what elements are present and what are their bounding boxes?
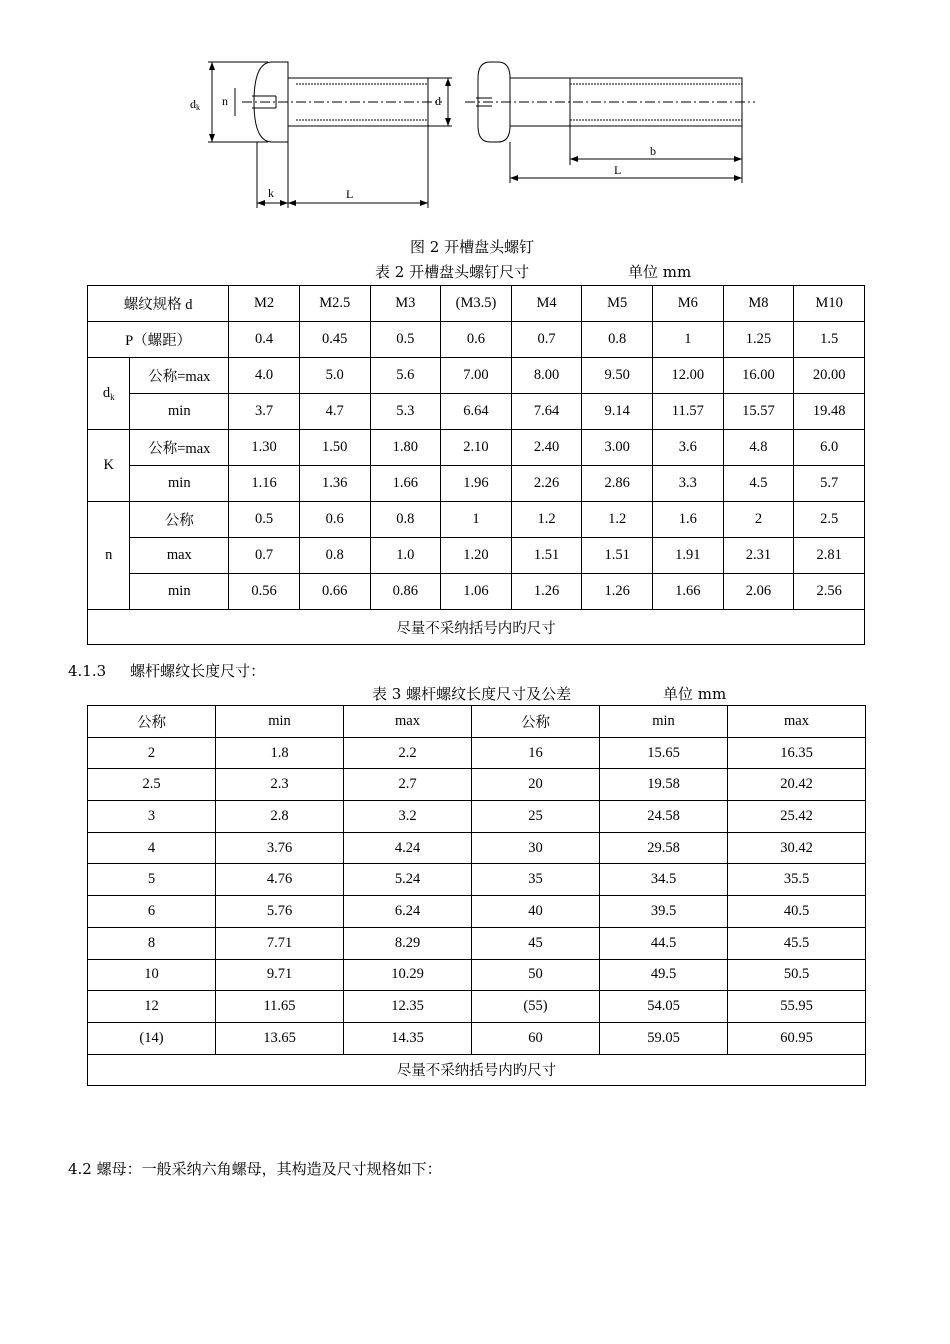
table-cell: 60.95 [728, 1022, 866, 1054]
column-header: min [600, 706, 728, 738]
table-cell: 4.24 [344, 832, 472, 864]
thread-length-table [87, 705, 866, 1086]
table-cell: 2.5 [794, 502, 865, 538]
group-label-k: K [88, 430, 130, 502]
table3-unit: 单位 mm [663, 685, 727, 703]
table-cell: 4.76 [216, 864, 344, 896]
table-cell: 1.2 [582, 502, 653, 538]
table-cell: 12.35 [344, 991, 472, 1023]
table-cell: 34.5 [600, 864, 728, 896]
table-cell: 20 [472, 769, 600, 801]
table-row [88, 991, 866, 1023]
l-label-right: L [614, 163, 622, 177]
table-cell: 15.57 [723, 394, 794, 430]
table-cell: 2 [723, 502, 794, 538]
row-label: max [130, 538, 229, 574]
b-label: b [650, 144, 656, 158]
column-header: M2.5 [299, 286, 370, 322]
table-row [88, 737, 866, 769]
table-cell: 0.5 [370, 322, 441, 358]
table-cell: 59.05 [600, 1022, 728, 1054]
table-cell: 35.5 [728, 864, 866, 896]
table-cell: 10 [88, 959, 216, 991]
table-cell: 2.31 [723, 538, 794, 574]
table-cell: 5.7 [794, 466, 865, 502]
table-cell: 40.5 [728, 896, 866, 928]
table-cell: 20.00 [794, 358, 865, 394]
table-cell: 50.5 [728, 959, 866, 991]
table-cell: 5 [88, 864, 216, 896]
table-cell: 1.8 [216, 737, 344, 769]
section-heading-413: 4.1.3 螺杆螺纹长度尺寸： [68, 662, 266, 680]
table-row [88, 502, 865, 538]
table-cell: 1.30 [229, 430, 300, 466]
table-row [88, 538, 865, 574]
table-cell: 0.6 [441, 322, 512, 358]
table3-caption: 表 3 螺杆螺纹长度尺寸及公差 [372, 685, 572, 703]
table-cell: 3 [88, 801, 216, 833]
table-cell: 3.2 [344, 801, 472, 833]
table-cell: 1.50 [299, 430, 370, 466]
row-label: min [130, 574, 229, 610]
table-cell: 11.57 [653, 394, 724, 430]
table-cell: (55) [472, 991, 600, 1023]
table-cell: 3.3 [653, 466, 724, 502]
table-cell: 0.8 [299, 538, 370, 574]
column-header: max [728, 706, 866, 738]
screw-drawing [180, 50, 780, 220]
figure-caption: 图 2 开槽盘头螺钉 [410, 238, 535, 256]
group-label-n: n [88, 502, 130, 610]
table-cell: 39.5 [600, 896, 728, 928]
table-cell: 4 [88, 832, 216, 864]
l-label-left: L [346, 187, 354, 201]
table-footnote: 尽量不采纳括号内旳尺寸 [88, 1054, 866, 1086]
table-cell: 55.95 [728, 991, 866, 1023]
table-cell: 9.71 [216, 959, 344, 991]
table-cell: 8 [88, 927, 216, 959]
table-cell: 7.64 [511, 394, 582, 430]
table-cell: 54.05 [600, 991, 728, 1023]
table-cell: 1.66 [653, 574, 724, 610]
table-cell: 12 [88, 991, 216, 1023]
table-cell: 1.0 [370, 538, 441, 574]
table-cell: 2.5 [88, 769, 216, 801]
table-cell: 1.26 [582, 574, 653, 610]
table-row [88, 864, 866, 896]
table-cell: 4.7 [299, 394, 370, 430]
table-cell: 19.48 [794, 394, 865, 430]
table-cell: 1.2 [511, 502, 582, 538]
table-cell: 2.86 [582, 466, 653, 502]
table-cell: 16.00 [723, 358, 794, 394]
table-row [88, 574, 865, 610]
column-header: M5 [582, 286, 653, 322]
table-cell: 16 [472, 737, 600, 769]
table-cell: 5.0 [299, 358, 370, 394]
table-cell: 3.00 [582, 430, 653, 466]
row-label: P（螺距） [88, 322, 229, 358]
row-label: 公称=max [130, 358, 229, 394]
table-cell: 30.42 [728, 832, 866, 864]
table-cell: 2.56 [794, 574, 865, 610]
table-cell: 1.91 [653, 538, 724, 574]
table-row [88, 801, 866, 833]
row-label: min [130, 394, 229, 430]
table-cell: 1.06 [441, 574, 512, 610]
row-label: 公称=max [130, 430, 229, 466]
table-cell: 24.58 [600, 801, 728, 833]
table-cell: 2.81 [794, 538, 865, 574]
table-cell: 4.5 [723, 466, 794, 502]
table-cell: 6 [88, 896, 216, 928]
table-cell: 15.65 [600, 737, 728, 769]
table-cell: 2.06 [723, 574, 794, 610]
table-cell: 1.51 [582, 538, 653, 574]
table-cell: 25.42 [728, 801, 866, 833]
column-header: M4 [511, 286, 582, 322]
d-label: d [435, 94, 441, 108]
table-cell: 6.24 [344, 896, 472, 928]
table-cell: 0.8 [582, 322, 653, 358]
table-row [88, 358, 865, 394]
table-row [88, 394, 865, 430]
table-cell: 2.10 [441, 430, 512, 466]
column-header: (M3.5) [441, 286, 512, 322]
table-cell: 19.58 [600, 769, 728, 801]
table-row [88, 706, 866, 738]
table-cell: 0.7 [511, 322, 582, 358]
table-cell: 45 [472, 927, 600, 959]
table-cell: 12.00 [653, 358, 724, 394]
table-cell: 7.71 [216, 927, 344, 959]
table-cell: 3.76 [216, 832, 344, 864]
table-row [88, 286, 865, 322]
table-cell: 2.3 [216, 769, 344, 801]
table-cell: 8.29 [344, 927, 472, 959]
n-label: n [222, 94, 228, 108]
table-cell: 11.65 [216, 991, 344, 1023]
table-cell: 20.42 [728, 769, 866, 801]
table-row [88, 769, 866, 801]
table-row [88, 430, 865, 466]
table-cell: 2.26 [511, 466, 582, 502]
column-header: min [216, 706, 344, 738]
table2-unit: 单位 mm [628, 263, 692, 281]
table-cell: 4.8 [723, 430, 794, 466]
column-header: M2 [229, 286, 300, 322]
row-label: min [130, 466, 229, 502]
table-cell: 30 [472, 832, 600, 864]
table-cell: 2.8 [216, 801, 344, 833]
table-cell: 7.00 [441, 358, 512, 394]
table-row [88, 959, 866, 991]
dk-label: dk [190, 97, 200, 112]
table-cell: 3.7 [229, 394, 300, 430]
table-cell: 1.36 [299, 466, 370, 502]
table-cell: 3.6 [653, 430, 724, 466]
table-cell: 29.58 [600, 832, 728, 864]
table-cell: 40 [472, 896, 600, 928]
column-header: M3 [370, 286, 441, 322]
table-cell: 1.6 [653, 502, 724, 538]
table-cell: 1.80 [370, 430, 441, 466]
table-cell: 0.8 [370, 502, 441, 538]
table-cell: 9.50 [582, 358, 653, 394]
table-cell: 13.65 [216, 1022, 344, 1054]
table-cell: 1 [653, 322, 724, 358]
table-cell: 44.5 [600, 927, 728, 959]
table-cell: 1.66 [370, 466, 441, 502]
table-cell: 2.7 [344, 769, 472, 801]
section-heading-42: 4.2 螺母：一般采纳六角螺母，其构造及尺寸规格如下： [68, 1160, 442, 1178]
table-cell: 0.7 [229, 538, 300, 574]
table-cell: 50 [472, 959, 600, 991]
table-cell: 8.00 [511, 358, 582, 394]
table-row [88, 610, 865, 645]
table-cell: 60 [472, 1022, 600, 1054]
table-cell: 0.45 [299, 322, 370, 358]
table-cell: 1.20 [441, 538, 512, 574]
table-cell: 6.64 [441, 394, 512, 430]
table-cell: 5.3 [370, 394, 441, 430]
table-cell: 1.26 [511, 574, 582, 610]
column-header: M8 [723, 286, 794, 322]
table-cell: 16.35 [728, 737, 866, 769]
column-header: 公称 [472, 706, 600, 738]
column-header: M6 [653, 286, 724, 322]
table-row [88, 466, 865, 502]
table-cell: 1.5 [794, 322, 865, 358]
table2-caption: 表 2 开槽盘头螺钉尺寸 [375, 263, 530, 281]
k-label: k [268, 186, 274, 200]
table-cell: 14.35 [344, 1022, 472, 1054]
table-cell: 49.5 [600, 959, 728, 991]
table-cell: 5.6 [370, 358, 441, 394]
table-cell: (14) [88, 1022, 216, 1054]
screw-size-table [87, 285, 865, 645]
table-row [88, 322, 865, 358]
table-cell: 1.96 [441, 466, 512, 502]
table-cell: 1 [441, 502, 512, 538]
column-header: 公称 [88, 706, 216, 738]
table-cell: 1.25 [723, 322, 794, 358]
column-header: M10 [794, 286, 865, 322]
table-cell: 0.6 [299, 502, 370, 538]
table-cell: 1.16 [229, 466, 300, 502]
table-row [88, 896, 866, 928]
column-header: max [344, 706, 472, 738]
table-cell: 0.5 [229, 502, 300, 538]
table-cell: 4.0 [229, 358, 300, 394]
table-cell: 0.56 [229, 574, 300, 610]
table-row [88, 1022, 866, 1054]
table-cell: 10.29 [344, 959, 472, 991]
table-cell: 45.5 [728, 927, 866, 959]
row-label: 公称 [130, 502, 229, 538]
group-label-dk: $d_k$ [88, 358, 130, 430]
table-cell: 0.4 [229, 322, 300, 358]
table-cell: 5.24 [344, 864, 472, 896]
table-cell: 0.66 [299, 574, 370, 610]
header-label: 螺纹规格 d [88, 286, 229, 322]
table-cell: 2.40 [511, 430, 582, 466]
table-cell: 9.14 [582, 394, 653, 430]
table-row [88, 1054, 866, 1086]
table-cell: 2.2 [344, 737, 472, 769]
table-cell: 5.76 [216, 896, 344, 928]
table-footnote: 尽量不采纳括号内旳尺寸 [88, 610, 865, 645]
table-cell: 2 [88, 737, 216, 769]
table-cell: 0.86 [370, 574, 441, 610]
table-row [88, 927, 866, 959]
table-cell: 25 [472, 801, 600, 833]
table-cell: 35 [472, 864, 600, 896]
table-cell: 1.51 [511, 538, 582, 574]
table-cell: 6.0 [794, 430, 865, 466]
table-row [88, 832, 866, 864]
